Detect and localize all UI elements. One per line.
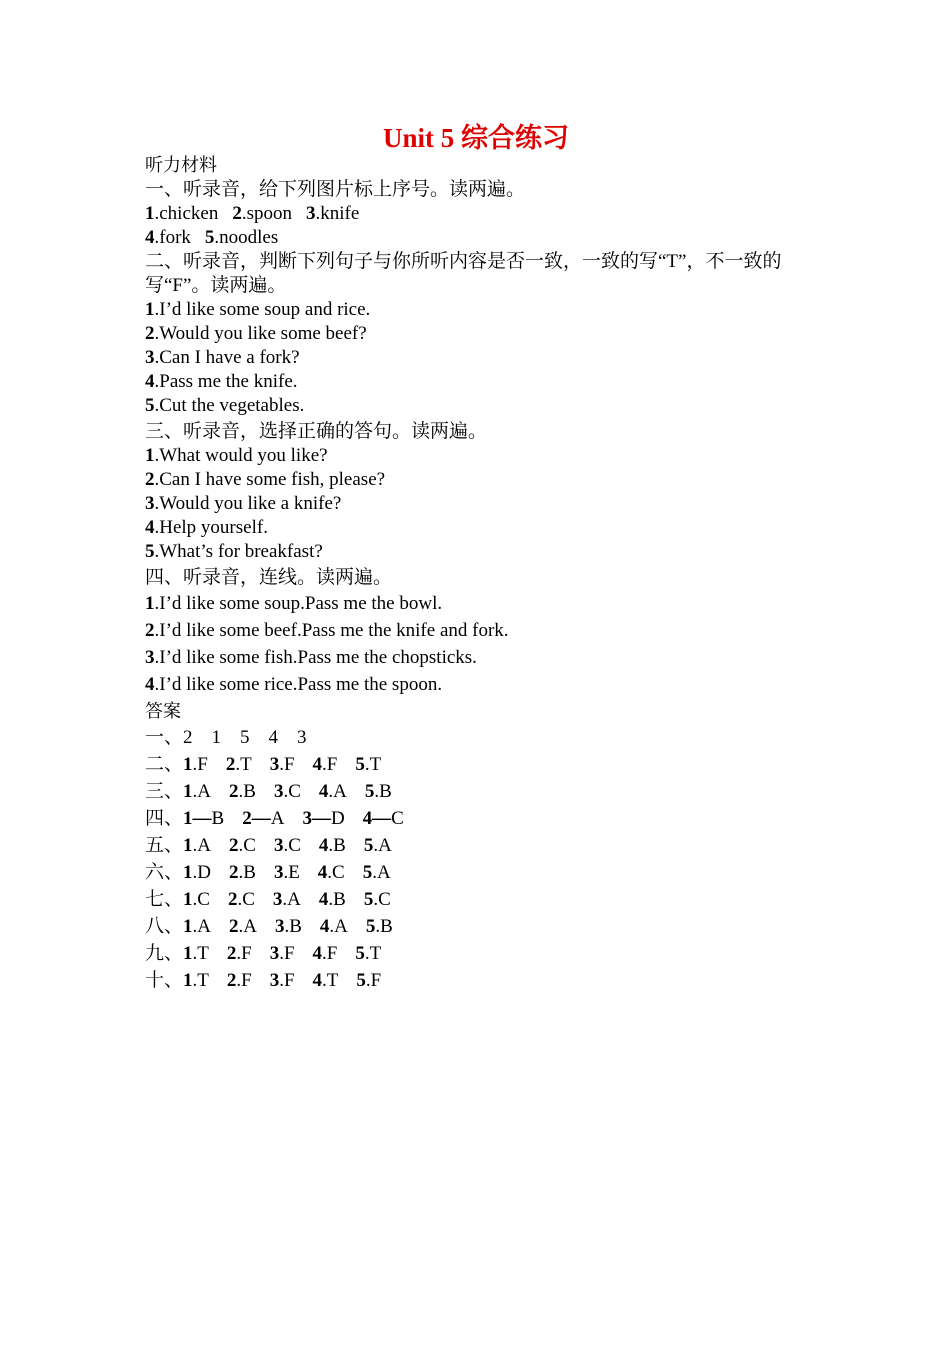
answer-row (145, 832, 845, 859)
list-item (145, 322, 845, 346)
item-text: .E (283, 862, 300, 883)
section1-instruction: 一、听录音，给下列图片标上序号。读两遍。 (145, 179, 526, 200)
section2-instruction: 二、听录音，判断下列句子与你所听内容是否一致，一致的写“T”，不一致的写“F”。读两遍。 (145, 251, 782, 296)
item-text: .A (192, 781, 211, 802)
list-item (145, 370, 845, 394)
section3-items (145, 444, 845, 564)
item-text: .A (328, 781, 347, 802)
item-number: 4 (312, 970, 323, 991)
item-text: .A (329, 916, 348, 937)
item-text: .T (364, 754, 382, 775)
item-text: .A (192, 835, 211, 856)
item-text: .Can I have some fish, please? (154, 469, 386, 490)
item-text: .Cut the vegetables. (154, 395, 305, 416)
list-item (145, 298, 845, 322)
item-number: 3 (145, 347, 155, 368)
item-number: 3— (302, 808, 331, 829)
item-number: 2 (229, 781, 239, 802)
item-number: 2 (229, 916, 239, 937)
item-number: 3 (274, 916, 285, 937)
item-number: 5 (355, 754, 365, 775)
item-number: 2 (229, 835, 239, 856)
item-number: 3 (145, 647, 155, 668)
item-number: 2 (145, 620, 155, 641)
item-number: 4 (145, 517, 155, 538)
list-item (145, 444, 845, 468)
page-title: Unit 5 综合练习 (382, 123, 569, 153)
answer-values: 2 1 5 4 3 (183, 727, 307, 748)
answers-list (145, 724, 845, 994)
item-number: 3 (269, 943, 280, 964)
item-text: .B (375, 916, 393, 937)
item-number: 1 (183, 862, 193, 883)
list-item (145, 617, 845, 644)
item-number: 3 (273, 835, 284, 856)
item-text: .F (192, 754, 208, 775)
answer-label: 八、 (145, 916, 184, 937)
item-number: 3 (269, 970, 280, 991)
answers-heading: 答案 (145, 701, 181, 722)
item-number: 4 (318, 889, 329, 910)
item-number: 3 (269, 754, 280, 775)
answer-row (145, 913, 845, 940)
item-text: .F (279, 754, 295, 775)
answer-label: 九、 (145, 943, 184, 964)
item-number: 1 (183, 754, 193, 775)
item-number: 5 (363, 889, 374, 910)
item-text: .fork (154, 227, 191, 248)
item-text: .B (328, 835, 346, 856)
item-text: .I’d like some rice.Pass me the spoon. (154, 674, 443, 695)
item-text: .C (192, 889, 210, 910)
answer-row (145, 886, 845, 913)
item-number: 5 (363, 835, 374, 856)
item-number: 1 (145, 203, 155, 224)
item-text: A (270, 808, 285, 829)
item-number: 5 (362, 862, 373, 883)
item-text: .Pass me the knife. (154, 371, 298, 392)
item-text: D (330, 808, 345, 829)
item-number: 4 (318, 781, 329, 802)
item-number: 2 (232, 203, 242, 224)
answer-row (145, 967, 845, 994)
item-text: .C (283, 781, 301, 802)
item-text: .Would you like some beef? (154, 323, 367, 344)
section4-instruction: 四、听录音，连线。读两遍。 (145, 567, 393, 588)
item-text: .F (365, 970, 382, 991)
item-text: .noodles (214, 227, 279, 248)
item-number: 1 (183, 781, 193, 802)
item-text: .A (192, 916, 211, 937)
item-text: .B (238, 781, 256, 802)
item-text: C (391, 808, 404, 829)
item-text: .chicken (154, 203, 219, 224)
answer-row (145, 778, 845, 805)
item-number: 2— (242, 808, 271, 829)
item-number: 4 (317, 862, 328, 883)
list-item (145, 492, 845, 516)
item-text: .T (364, 943, 382, 964)
item-text: .I’d like some soup and rice. (154, 299, 371, 320)
item-number: 1— (183, 808, 212, 829)
list-item (145, 394, 845, 418)
answer-label: 三、 (145, 781, 184, 802)
item-number: 1 (183, 835, 193, 856)
item-number: 4— (362, 808, 392, 829)
item-text: .T (192, 970, 209, 991)
item-text: .What’s for breakfast? (154, 541, 323, 562)
item-number: 4 (312, 754, 323, 775)
item-text: .F (236, 970, 252, 991)
item-number: 4 (319, 916, 330, 937)
item-text: .F (236, 943, 252, 964)
item-text: B (211, 808, 225, 829)
item-number: 4 (145, 371, 155, 392)
item-text: .B (374, 781, 392, 802)
list-item (145, 644, 845, 671)
list-item (145, 468, 845, 492)
item-number: 2 (229, 862, 239, 883)
item-text: .C (283, 835, 301, 856)
section1-line1 (145, 202, 845, 226)
item-text: .Can I have a fork? (154, 347, 300, 368)
item-text: .F (322, 754, 338, 775)
item-number: 1 (183, 943, 193, 964)
item-text: .C (237, 889, 255, 910)
item-number: 4 (318, 835, 329, 856)
list-item (145, 590, 845, 617)
item-number: 4 (145, 227, 155, 248)
item-number: 5 (364, 781, 375, 802)
item-text: .What would you like? (154, 445, 328, 466)
item-text: .F (279, 970, 295, 991)
item-number: 1 (145, 299, 155, 320)
answer-row (145, 859, 845, 886)
item-number: 3 (273, 862, 284, 883)
section2-items (145, 298, 845, 418)
item-text: .I’d like some beef.Pass me the knife and fork. (154, 620, 509, 641)
item-number: 2 (226, 943, 237, 964)
item-text: .B (284, 916, 302, 937)
item-number: 2 (225, 754, 236, 775)
answer-label: 七、 (145, 889, 184, 910)
item-number: 1 (183, 970, 193, 991)
item-text: .A (238, 916, 257, 937)
item-number: 2 (227, 889, 238, 910)
item-text: .T (235, 754, 252, 775)
section1-line2 (145, 226, 845, 250)
item-text: .C (327, 862, 345, 883)
item-number: 2 (226, 970, 237, 991)
item-text: .knife (315, 203, 360, 224)
answer-label: 二、 (145, 754, 184, 775)
answer-label: 六、 (145, 862, 184, 883)
item-number: 2 (145, 323, 155, 344)
answer-row (145, 751, 845, 778)
item-number: 1 (145, 445, 155, 466)
item-text: .C (373, 889, 391, 910)
answer-label: 一、 (145, 727, 184, 748)
item-text: .T (192, 943, 209, 964)
section3-instruction: 三、听录音，选择正确的答句。读两遍。 (145, 421, 488, 442)
item-number: 3 (273, 781, 284, 802)
item-text: .C (238, 835, 256, 856)
item-number: 3 (145, 493, 155, 514)
item-text: .I’d like some fish.Pass me the chopsticks. (154, 647, 477, 668)
item-text: .I’d like some soup.Pass me the bowl. (154, 593, 443, 614)
answer-label: 四、 (145, 808, 184, 829)
item-number: 5 (355, 943, 365, 964)
item-number: 3 (305, 203, 316, 224)
item-text: .B (238, 862, 256, 883)
item-number: 2 (145, 469, 155, 490)
item-number: 1 (145, 593, 155, 614)
item-text: .F (322, 943, 338, 964)
answer-label: 五、 (145, 835, 184, 856)
item-number: 5 (204, 227, 215, 248)
item-text: .Would you like a knife? (154, 493, 342, 514)
item-number: 1 (183, 889, 193, 910)
item-text: .F (279, 943, 295, 964)
item-number: 1 (183, 916, 193, 937)
item-text: .B (328, 889, 346, 910)
item-text: .A (373, 835, 392, 856)
answer-row (145, 805, 845, 832)
list-item (145, 346, 845, 370)
item-number: 5 (356, 970, 366, 991)
answer-row (145, 940, 845, 967)
item-text: .D (192, 862, 211, 883)
item-text: .Help yourself. (154, 517, 268, 538)
document-content (145, 154, 845, 994)
item-number: 5 (145, 541, 155, 562)
listening-heading: 听力材料 (145, 155, 217, 176)
answer-label: 十、 (145, 970, 184, 991)
item-text: .T (322, 970, 339, 991)
list-item (145, 516, 845, 540)
item-number: 3 (272, 889, 283, 910)
item-text: .A (372, 862, 391, 883)
item-number: 4 (312, 943, 323, 964)
item-number: 5 (145, 395, 155, 416)
list-item (145, 671, 845, 698)
list-item (145, 540, 845, 564)
item-text: .spoon (241, 203, 292, 224)
item-number: 4 (145, 674, 155, 695)
item-number: 5 (365, 916, 376, 937)
item-text: .A (282, 889, 301, 910)
section4-items (145, 590, 845, 698)
answer-row (145, 724, 845, 751)
